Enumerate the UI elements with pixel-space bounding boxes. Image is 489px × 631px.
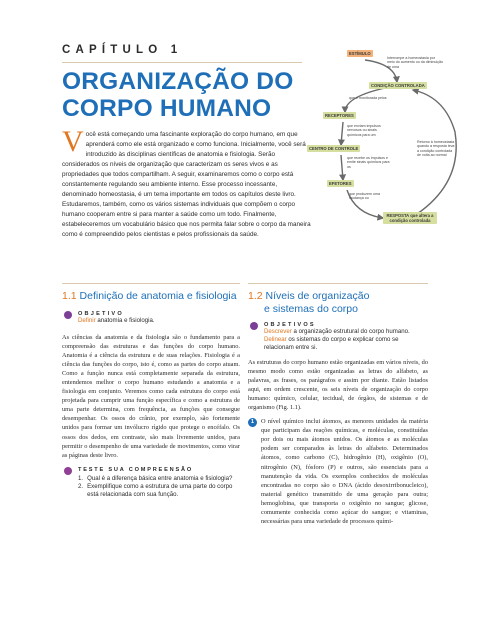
node-estimulo: ESTÍMULO: [349, 51, 371, 56]
section2-title-line1: Níveis de organização: [265, 290, 370, 302]
chapter-title-line2: CORPO HUMANO: [62, 95, 272, 122]
objective-marker-icon: [64, 311, 72, 319]
objective-verb: Delinear: [264, 336, 287, 343]
section2-body: As estruturas do corpo humano estão organizadas em vários níveis, do mesmo modo como estão organizadas as letras do alfabeto, as palavras, as frases, os parágrafos e assim por diante. Estão listados aqui, em ordem crescente, os seis níveis de organização do corpo humano: químico, celular, tecidual, de órgãos, de sistemas e de organismo (Fig. 1.1).: [248, 359, 428, 412]
test-marker-icon: [64, 467, 72, 475]
node-centro: CENTRO DE CONTROLE: [309, 146, 359, 151]
chapter-title-line1: ORGANIZAÇÃO DO: [62, 68, 294, 95]
section2-heading: [248, 290, 428, 316]
section2-number: 1.2: [248, 290, 263, 302]
section1-title: Definição de anatomia e fisiologia: [79, 290, 237, 302]
node-receptores: RECEPTORES: [325, 113, 354, 118]
chapter-title: [62, 68, 293, 122]
section1-objectives: [62, 311, 240, 325]
objective-text: a organização estrutural do corpo humano.: [293, 328, 410, 335]
level-item-1: [248, 417, 428, 526]
section2-rule: [248, 283, 428, 284]
section1-objectives-label: OBJETIVO: [78, 311, 124, 317]
test-item-number: 2.: [78, 482, 84, 490]
test-item-text: Exemplifique como a estrutura de uma parte do corpo está relacionada com sua função.: [87, 482, 233, 498]
section2-objective-item: [264, 336, 428, 352]
note-monitorada: que é monitorada pelos: [349, 96, 387, 100]
section1-test: [62, 467, 240, 499]
step-badge: 1: [248, 418, 257, 427]
section1-number: 1.1: [62, 290, 77, 302]
section1-body: As ciências da anatomia e da fisiologia são o fundamento para a compreensão das estruturas e das funções do corpo humano. Anatomia é a ciência da estrutura e de suas relações. Fisiologia é a ciência das funções do corpo, isto é, como as partes do corpo atuam. Como a função nunca está completamente separada da estrutura, entendemos melhor o corpo humano estudando a anatomia e a fisiologia em conjunto. Veremos como cada estrutura do corpo está projetada para cumprir uma função específica e como a estrutura de uma parte determina, com frequência, as funções que consegue desempenhar. Os ossos do crânio, por exemplo, são fortemente unidos para formar um invólucro rígido que protege o encéfalo. Os ossos dos dedos, em contraste, são mais livremente unidos, para permitir o desempenho de uma variedade de movimentos, como virar as páginas deste livro.: [62, 334, 240, 459]
objective-marker-icon: [250, 322, 258, 330]
feedback-diagram: [305, 42, 475, 262]
section-1-1: [62, 290, 240, 499]
note-enviam: que enviam impulsos nervosos ou sinais químicos para um: [347, 124, 381, 137]
intro-paragraph: [62, 125, 312, 241]
node-efetores: EFETORES: [329, 181, 352, 186]
note-produzem: que produzem uma mudança ou: [349, 192, 380, 201]
intro-text: ocê está começando uma fascinante exploração do corpo humano, em que aprenderá como ele está organizado e como funciona. Inicialmente, você será introduzido às disciplinas científicas de anatomia e fisiologia. Serão considerados os níveis de organização que caracterizam os seres vivos e as propriedades que todos compartilham. A seguir, examinaremos como o corpo está constantemente regulando seu ambiente interno. Esse processo incessante, denominado homeostasia, é um tema importante em todos os capítulos deste livro. Estudaremos, também, como os vários sistemas individuais que compõem o corpo humano cooperam entre si para manter a saúde como um todo. Finalmente, estabeleceremos um vocabulário básico que nos permita falar sobre o corpo da maneira como é compreendido pelos cientistas e pelos profissionais da saúde.: [62, 131, 311, 239]
section2-title-line2: e sistemas do corpo: [264, 303, 358, 315]
test-item-number: 1.: [78, 474, 84, 482]
objective-verb: Definir: [78, 317, 96, 324]
level-item-text: O nível químico inclui átomos, as menores unidades da matéria que participam das reações químicas, e moléculas, constituídas por dois ou mais átomos unidos. Os átomos e as moléculas podem ser comparados às letras do alfabeto. Determinados átomos, como carbono (C), hidrogênio (H), oxigênio (O), nitrogênio (N), fósforo (P) e outros, são essenciais para a manutenção da vida. Os exemplos conhecidos de moléculas encontradas no corpo são o DNA (ácido desoxirribonucleico), material genético transmitido de uma geração para outra; hemoglobina, que transporta o oxigênio no sangue; glicose, comumente conhecida como açúcar do sangue; e vitaminas, necessárias para uma variedade de processos quími-: [261, 418, 428, 525]
objective-text: os sistemas do corpo e explicar como se relacionam entre si.: [264, 336, 399, 351]
section2-objectives-label: OBJETIVOS: [264, 322, 316, 328]
chapter-label: CAPÍTULO 1: [62, 44, 183, 56]
note-retorno: Retorno à homeostasia quando a resposta leva a condição controlada de volta ao normal: [417, 140, 455, 157]
test-item: [78, 475, 240, 483]
objective-verb: Descrever: [264, 328, 292, 335]
section1-rule: [62, 283, 240, 284]
note-interrompe: Interrompe a homeostasia por meio do aumento ou da diminuição de uma: [387, 56, 443, 69]
test-item: [78, 483, 240, 499]
section2-objective-item: [264, 328, 428, 336]
chapter-rule: [62, 62, 302, 63]
test-item-text: Qual é a diferença básica entre anatomia e fisiologia?: [87, 474, 233, 482]
node-resposta: RESPOSTA que altera a condição controlada: [383, 212, 437, 224]
node-condicao: CONDIÇÃO CONTROLADA: [371, 83, 425, 88]
drop-cap: V: [62, 125, 84, 158]
section1-heading: [62, 290, 240, 303]
note-recebe: que recebe os impulsos e emite sinais químicos para os: [347, 156, 390, 169]
objective-text: anatomia e fisiologia.: [97, 317, 155, 324]
section-1-2: [248, 290, 428, 526]
section2-objectives: [248, 322, 428, 352]
section1-objective-item: [78, 317, 240, 325]
test-label: TESTE SUA COMPREENSÃO: [78, 466, 193, 473]
